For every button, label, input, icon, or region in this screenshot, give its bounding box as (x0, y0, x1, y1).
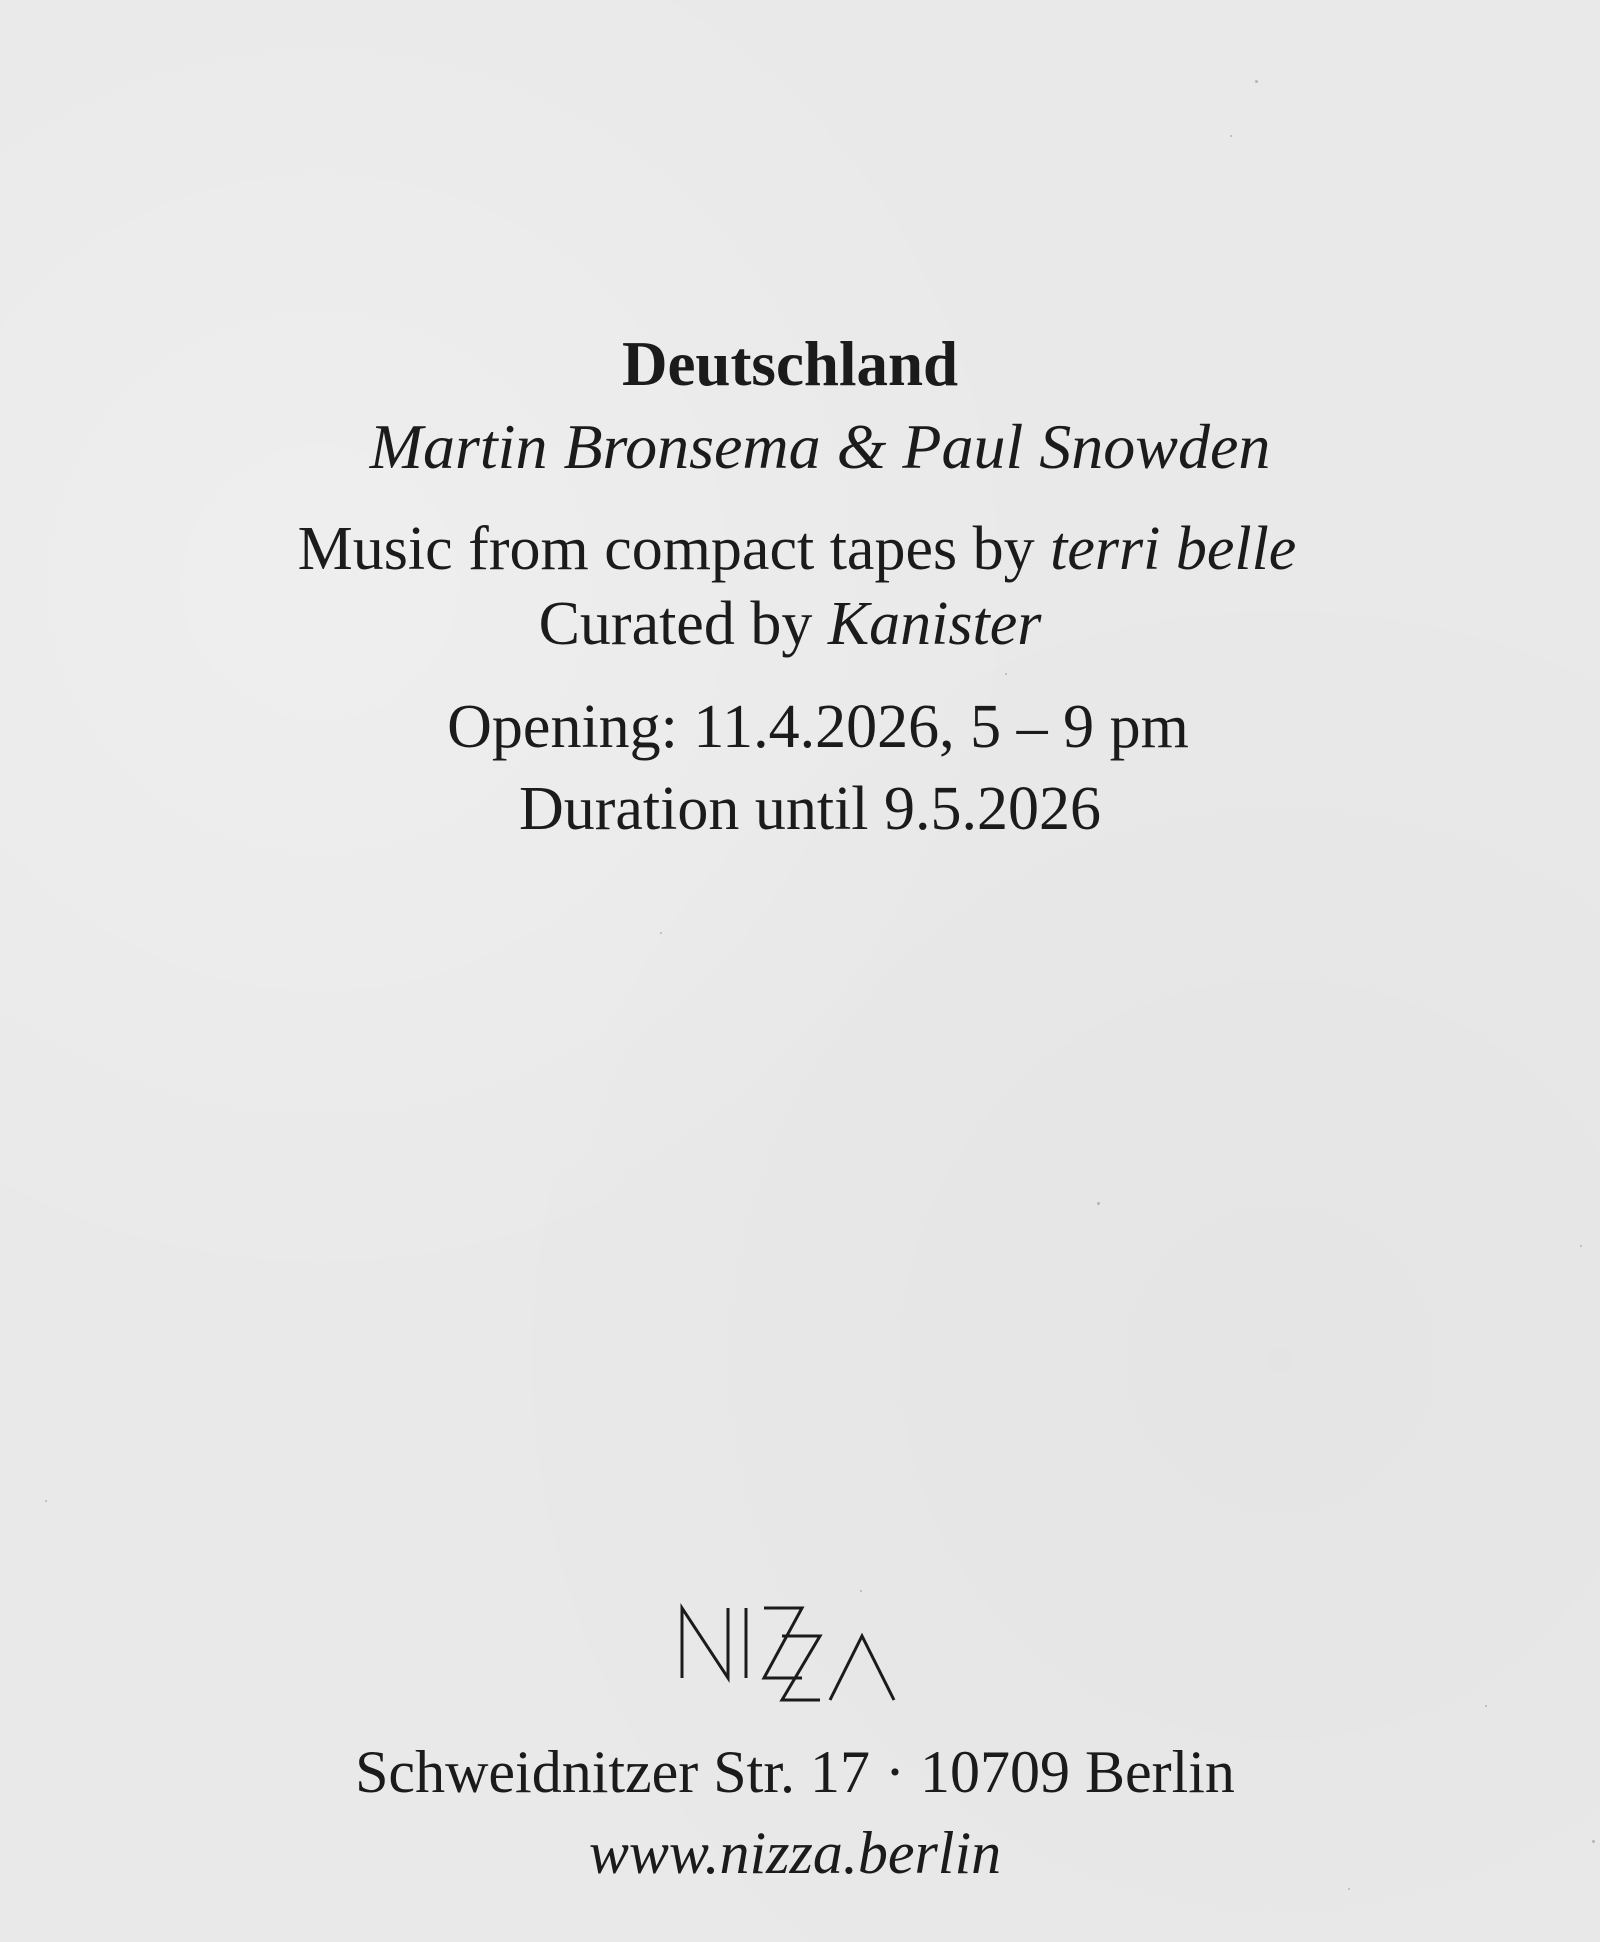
curator-credit-prefix: Curated by (538, 590, 828, 658)
venue-website[interactable]: www.nizza.berlin (588, 1820, 1002, 1886)
paper-speck (860, 1590, 862, 1592)
venue-address: Schweidnitzer Str. 17 · 10709 Berlin (355, 1739, 1235, 1805)
paper-speck (1348, 1888, 1350, 1890)
nizza-logo (670, 1600, 920, 1710)
music-credit (0, 515, 1597, 583)
duration-date: Duration until 9.5.2026 (518, 775, 1102, 843)
opening-date: Opening: 11.4.2026, 5 – 9 pm (447, 693, 1189, 761)
paper-speck (45, 1500, 47, 1502)
music-credit-prefix: Music from compact tapes by (297, 515, 1051, 583)
music-artist-name: terri belle (1050, 515, 1297, 583)
curator-name: Kanister (827, 590, 1042, 658)
paper-speck (660, 932, 662, 934)
curator-credit (0, 590, 1590, 658)
artist-names: Martin Bronsema & Paul Snowden (369, 411, 1271, 482)
exhibition-title: Deutschland (621, 329, 959, 399)
paper-speck (1255, 80, 1258, 83)
paper-speck (1485, 1705, 1487, 1707)
paper-speck (1580, 1245, 1582, 1247)
paper-speck (1005, 673, 1007, 675)
paper-speck (1097, 1202, 1100, 1205)
paper-speck (1230, 135, 1232, 137)
